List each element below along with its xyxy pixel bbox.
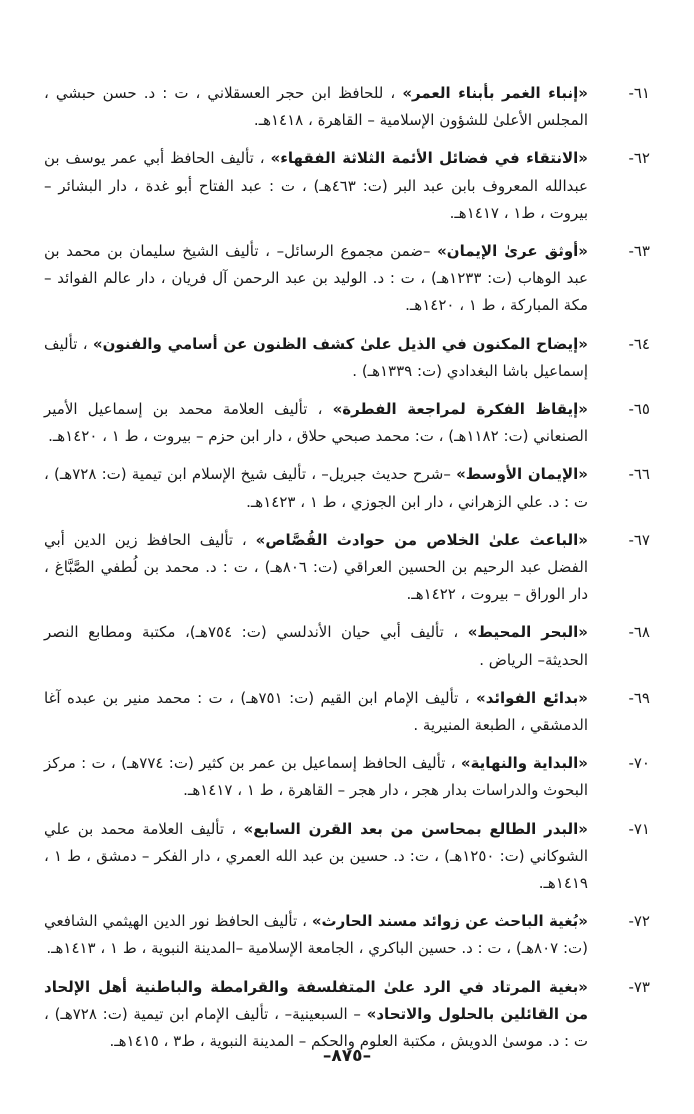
entry-title: «الباعث علىٰ الخلاص من حوادث القُصَّاص» [255,530,588,549]
entry-number: ٦٩- [628,688,650,707]
entry-number: ٦٧- [628,530,650,549]
bibliography-entry-63 [44,238,650,320]
entry-title: «إيضاح المكنون في الذيل علىٰ كشف الظنون عن أسامي والفنون» [92,334,588,353]
bibliography-entry-73 [44,974,650,1056]
bibliography-entry-64 [44,331,650,385]
entry-number: ٧١- [628,819,650,838]
entry-details: ، تأليف إسماعيل باشا البغدادي (ت: ١٣٣٩هـ) . [44,334,588,380]
entry-text [44,685,588,739]
entry-number: ٧٢- [628,912,650,931]
entry-text [44,80,588,134]
entry-details: –ضمن مجموع الرسائل– ، تأليف الشيخ سليمان بن محمد بن عبد الوهاب (ت: ١٢٣٣هـ) ، ت : د. الوليد بن عبد الرحمن آل فريان ، دار عالم الفوائد – مكة المباركة ، ط ١ ، ١٤٢٠هـ. [44,242,588,315]
entry-number: ٦٥- [628,400,650,419]
page-number: –٨٧٥– [322,1046,372,1066]
entry-details: ، تأليف الحافظ أبي عمر يوسف بن عبدالله المعروف بابن عبد البر (ت: ٤٦٣هـ) ، ت : عبد الفتاح أبو غدة ، دار البشائر –بيروت ، ط١ ، ١٤١٧هـ. [44,149,588,222]
bibliography-entry-66 [44,461,650,515]
entry-number: ٦١- [628,84,650,102]
bibliography-entry-70 [44,750,650,804]
bibliography-entry-62 [44,145,650,227]
bibliography-entry-65 [44,396,650,450]
bibliography-entry-61 [44,80,650,134]
entry-number: ٦٢- [628,149,650,168]
entry-text [44,527,588,609]
bibliography-entry-72 [44,908,650,962]
entry-text [44,816,588,898]
bibliography-page [44,80,650,1066]
entry-details: –شرح حديث جبريل– ، تأليف شيخ الإسلام ابن تيمية (ت: ٧٢٨هـ) ، ت : د. علي الزهراني ، دار ابن الجوزي ، ط ١ ، ١٤٢٣هـ. [44,465,588,511]
entry-number: ٧٣- [628,977,650,996]
bibliography-entry-68 [44,619,650,673]
entry-details: ، تأليف الحافظ نور الدين الهيثمي الشافعي (ت: ٨٠٧هـ) ، ت : د. حسين الباكري ، الجامعة الإسلامية –المدينة النبوية ، ط ١ ، ١٤١٣هـ. [44,912,588,958]
entry-title: «بدائع الفوائد» [476,688,588,707]
entry-details: ، تأليف العلامة محمد بن إسماعيل الأمير الصنعاني (ت: ١١٨٢هـ) ، ت: محمد صبحي حلاق ، دار ابن حزم – بيروت ، ط ١ ، ١٤٢٠هـ. [44,400,588,446]
entry-details: ، تأليف الحافظ زين الدين أبي الفضل عبد الرحيم بن الحسين العراقي (ت: ٨٠٦هـ) ، ت : د. محمد بن لُطفي الصَّبَّاغ ، دار الوراق – بيروت ، ١٤٢٢هـ. [44,530,588,604]
entry-title: «البدر الطالع بمحاسن من بعد القرن السابع» [243,819,588,838]
entry-title: «إيقاظ الفكرة لمراجعة الفطرة» [332,400,588,419]
entry-number: ٦٤- [628,334,650,353]
bibliography-entry-67 [44,527,650,609]
entry-text [44,396,588,450]
entry-number: ٦٣- [628,242,650,261]
entry-text [44,974,588,1056]
entry-title: «بغية المرتاد في الرد علىٰ المتفلسفة والقرامطة والباطنية أهل الإلحاد من القائلين بالحلول والاتحاد» [44,977,588,1023]
entry-text [44,750,588,804]
entry-number: ٧٠- [628,754,650,773]
entry-details: ، للحافظ ابن حجر العسقلاني ، ت : د. حسن حبشي ، المجلس الأعلىٰ للشؤون الإسلامية – القاهرة ، ١٤١٨هـ. [44,84,588,130]
bibliography-entry-71 [44,816,650,898]
entry-details: ، تأليف الإمام ابن القيم (ت: ٧٥١هـ) ، ت : محمد منير بن عبده آغا الدمشقي ، الطبعة المنيرية . [44,688,588,735]
entry-title: «الانتقاء في فضائل الأئمة الثلاثة الفقهاء» [270,149,588,168]
entry-details: ، تأليف العلامة محمد بن علي الشوكاني (ت: ١٢٥٠هـ) ، ت: د. حسين بن عبد الله العمري ، دار الفكر – دمشق ، ط ١ ، ١٤١٩هـ. [44,819,589,893]
entry-text [44,461,588,515]
entry-details: ، تأليف أبي حيان الأندلسي (ت: ٧٥٤هـ)، مكتبة ومطابع النصر الحديثة– الرياض . [44,623,588,669]
entry-title: «بُغية الباحث عن زوائد مسند الحارث» [311,912,588,931]
entry-details: – السبعينية– ، تأليف الإمام ابن تيمية (ت: ٧٢٨هـ) ، ت : د. موسىٰ الدويش ، مكتبة العلوم والحكم – المدينة النبوية ، ط٣ ، ١٤١٥هـ. [44,1004,588,1051]
entry-details: ، تأليف الحافظ إسماعيل بن عمر بن كثير (ت: ٧٧٤هـ) ، ت : مركز البحوث والدراسات بدار هجر ، دار هجر – القاهرة ، ط ١ ، ١٤١٧هـ. [44,754,588,800]
entry-title: «أوثق عرىٰ الإيمان» [437,242,588,261]
entry-title: «البحر المحيط» [467,623,588,642]
entry-text [44,145,588,227]
bibliography-entry-69 [44,685,650,739]
entry-number: ٦٦- [628,465,650,484]
entry-text [44,619,588,673]
entry-number: ٦٨- [628,623,650,642]
entry-title: «إنباء الغمر بأبناء العمر» [402,84,588,102]
entry-text [44,331,588,385]
entry-text [44,908,588,962]
entry-title: «الإيمان الأوسط» [456,465,588,484]
entry-title: «البداية والنهاية» [460,754,588,773]
entry-text [44,238,588,320]
